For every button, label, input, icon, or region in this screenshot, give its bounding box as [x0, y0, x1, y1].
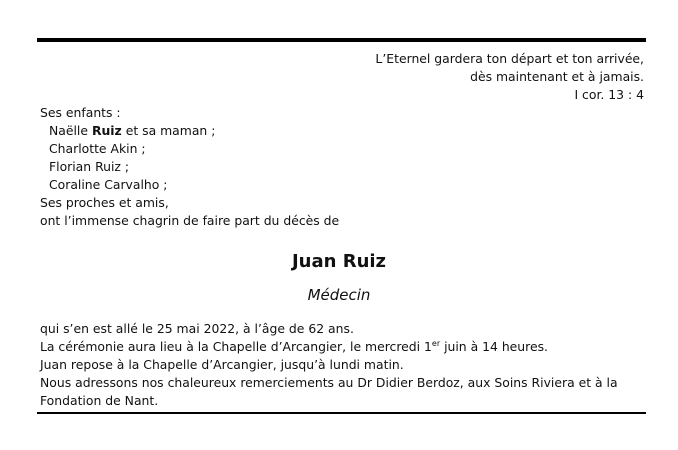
deceased-name: Juan Ruiz [291, 251, 387, 272]
bottom-rule [37, 412, 646, 414]
ceremony-time: juin à 14 heures. [440, 339, 548, 354]
verse-reference: I cor. 13 : 4 [574, 87, 644, 102]
details-line-2 [40, 339, 548, 355]
details-line-5: Fondation de Nant. [40, 393, 159, 408]
details-line-1: qui s’en est allé le 25 mai 2022, à l’âge de 62 ans. [40, 321, 354, 336]
deceased-profession: Médecin [307, 286, 371, 304]
child-3: Florian Ruiz ; [49, 159, 130, 174]
ceremony-text: La cérémonie aura lieu à la Chapelle d’Arcangier, le mercredi 1 [40, 339, 432, 354]
child-1-first: Naëlle [49, 123, 92, 138]
child-1 [49, 123, 215, 139]
verse-line-2: dès maintenant et à jamais. [470, 69, 644, 84]
ordinal-suffix: er [431, 338, 441, 348]
top-rule [37, 38, 646, 42]
children-intro: Ses enfants : [40, 105, 121, 120]
details-line-3: Juan repose à la Chapelle d’Arcangier, jusqu’à lundi matin. [40, 357, 404, 372]
announcement-line: ont l’immense chagrin de faire part du décès de [40, 213, 340, 228]
child-2: Charlotte Akin ; [49, 141, 146, 156]
details-line-4: Nous adressons nos chaleureux remerciements au Dr Didier Berdoz, aux Soins Riviera et à la [40, 375, 618, 390]
child-1-rest: et sa maman ; [121, 123, 216, 138]
child-1-surname: Ruiz [91, 123, 122, 138]
child-4: Coraline Carvalho ; [49, 177, 168, 192]
friends-line: Ses proches et amis, [40, 195, 169, 210]
verse-line-1: L’Eternel gardera ton départ et ton arrivée, [375, 51, 644, 66]
